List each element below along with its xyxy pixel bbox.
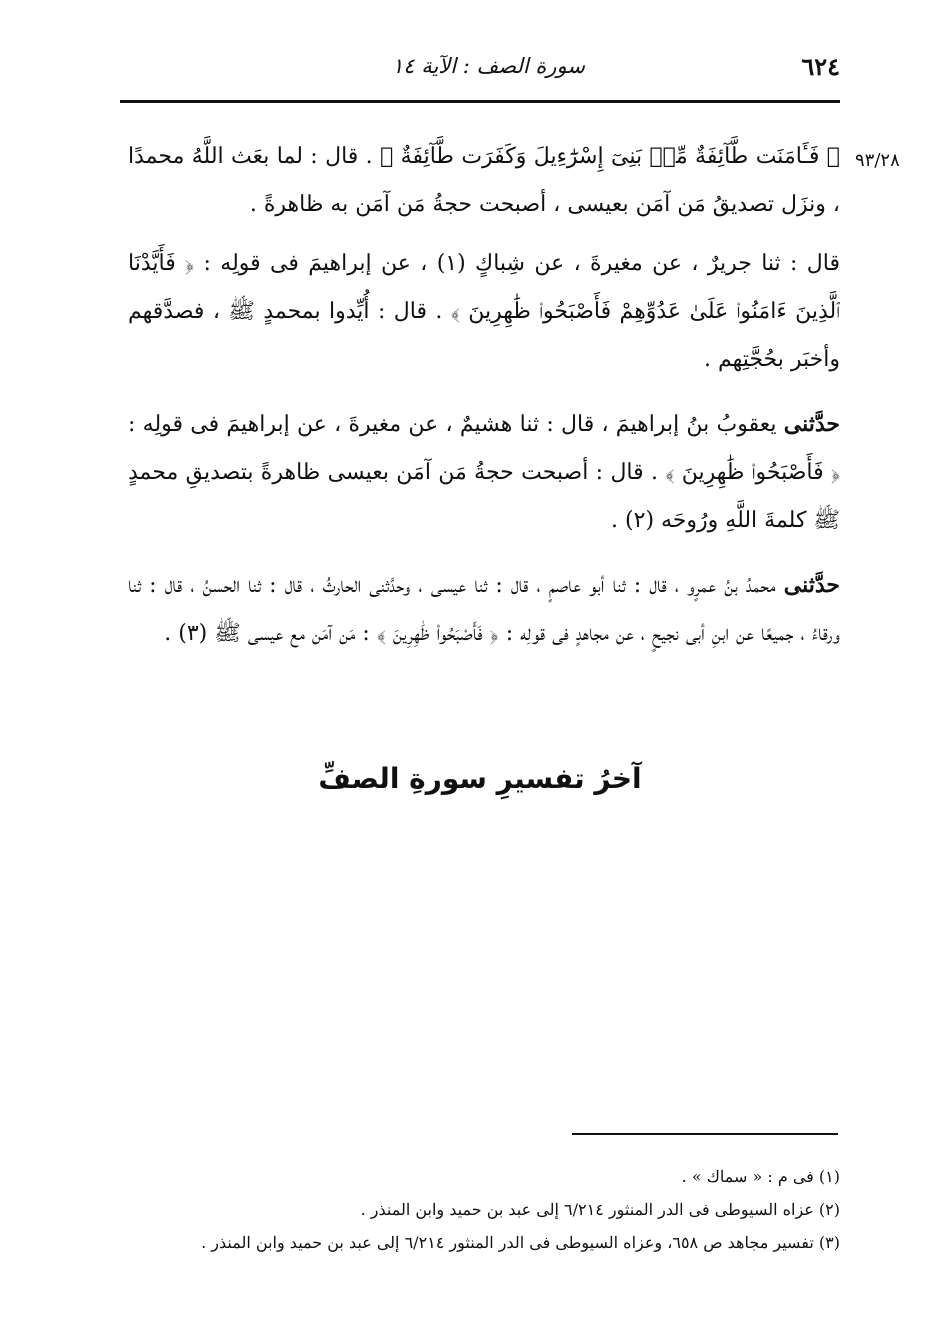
paragraph <box>128 400 840 545</box>
page-header <box>120 52 840 92</box>
paragraph-text: محمدُ بنُ عمرٍو ، قال : ثنا أبو عاصمٍ ، قال : ثنا عيسى ، وحدَّثنى الحارثُ ، قال : ثنا الحسنُ ، قال : ثنا ورقاءُ ، جميعًا عن ابنِ أبى نجيحٍ ، عن مجاهدٍ فى قولِه : ﴿ فَأَصْبَحُوا۟ ظَٰهِرِينَ ﴾ : مَن آمَن مع عيسى ﷺ (٣) . <box>128 573 840 646</box>
margin-reference: ٩٣/٢٨ <box>855 150 900 171</box>
footnote: (٢) عزاه السيوطى فى الدر المنثور ٦/٢١٤ إلى عبد بن حميد وابن المنذر . <box>360 1200 840 1219</box>
paragraph-text: يعقوبُ بنُ إبراهيمَ ، قال : ثنا هشيمٌ ، عن مغيرةَ ، عن إبراهيمَ فى قولِه : ﴿ فَأَصْبَحُوا۟ ظَٰهِرِينَ ﴾ . قال : أصبحت حجةُ مَن آمَن بعيسى ظاهرةً بتصديقِ محمدٍ ﷺ كلمةَ اللَّهِ ورُوحَه (٢) . <box>128 412 840 533</box>
footnote: (٣) تفسير مجاهد ص ٦٥٨، وعزاه السيوطى فى الدر المنثور ٦/٢١٤ إلى عبد بن حميد وابن المنذر . <box>201 1233 840 1252</box>
closing-heading: آخرُ تفسيرِ سورةِ الصفِّ <box>318 762 642 795</box>
page-number: ٦٢٤ <box>801 52 840 81</box>
footnote: (١) فى م : « سماك » . <box>681 1167 840 1186</box>
paragraph-text: قال : ثنا جريرٌ ، عن مغيرةَ ، عن شِباكٍ (١) ، عن إبراهيمَ فى قولِه : ﴿ فَأَيَّدْنَا ٱلَّذِينَ ءَامَنُوا۟ عَلَىٰ عَدُوِّهِمْ فَأَصْبَحُوا۟ ظَٰهِرِينَ ﴾ . قال : أُيِّدوا بمحمدٍ ﷺ ، فصدَّقهم وأخبَر بحُجَّتِهم . <box>128 251 841 372</box>
header-rule <box>120 100 840 103</box>
paragraph-text: ﴿ فَـَٔامَنَت طَّآئِفَةٌ مِّنۢ بَنِىٓ إِسْرَٰٓءِيلَ وَكَفَرَت طَّآئِفَةٌ ﴾ . قال : لما بعَث اللَّهُ محمدًا ، ونزَل تصديقُ مَن آمَن بعيسى ، أصبحت حجةُ مَن آمَن به ظاهرةً . <box>128 144 840 217</box>
running-title: سورة الصف : الآية ١٤ <box>391 54 585 78</box>
paragraph-lead: حدَّثنى <box>783 411 840 437</box>
paragraph-lead: حدَّثنى <box>783 572 840 598</box>
paragraph <box>128 132 840 229</box>
paragraph <box>128 239 840 384</box>
paragraph <box>128 561 840 658</box>
footnotes <box>120 1160 840 1259</box>
body-text <box>128 132 840 674</box>
footnote-rule <box>572 1133 838 1135</box>
